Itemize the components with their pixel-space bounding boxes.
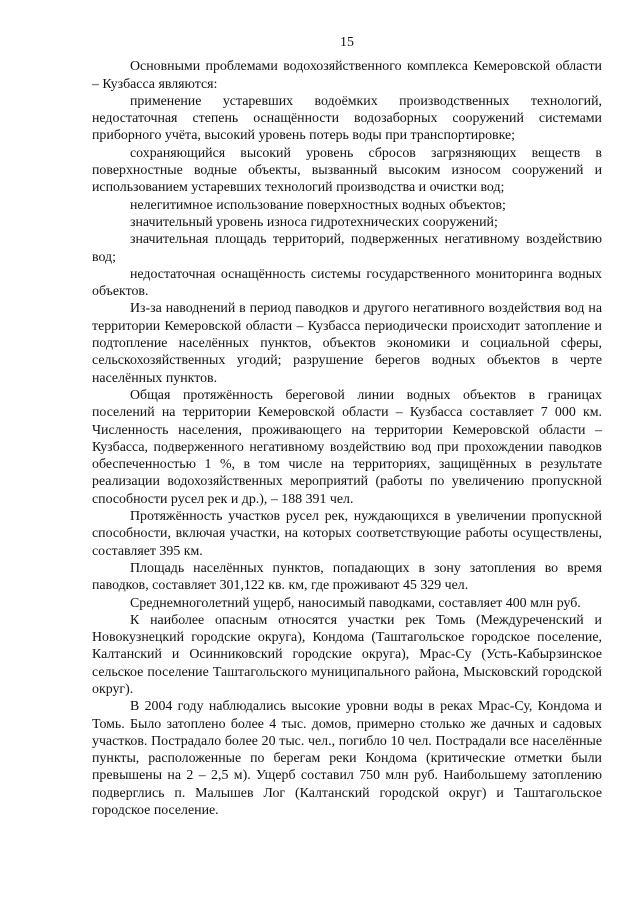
- paragraph-problem-wear: значительный уровень износа гидротехнических сооружений;: [130, 214, 498, 230]
- paragraph-problem-monitoring: недостаточная оснащённость системы государственного мониторинга водных объектов.: [92, 266, 602, 300]
- page-number: 15: [340, 35, 354, 50]
- paragraph-problem-territories: значительная площадь территорий, подверженных негативному воздействию вод;: [92, 232, 602, 265]
- paragraph-floods: Из-за наводнений в период паводков и другого негативного воздействия вод на территории Кемеровской области – Кузбасса периодически происходит затопление и подтопление населённых пунктов, объектов экономики и социальной сферы, сельскохозяйственных угодий; разрушение берегов водных объектов в черте населённых пунктов.: [92, 301, 602, 386]
- paragraph-river-sections: Протяжённость участков русел рек, нуждающихся в увеличении пропускной способности, включая участки, на которых соответствующие работы осуществлены, составляет 395 км.: [92, 509, 602, 559]
- paragraph-intro: Основными проблемами водохозяйственного комплекса Кемеровской области – Кузбасса являются:: [92, 59, 602, 92]
- paragraph-flood-area: Площадь населённых пунктов, попадающих в зону затопления во время паводков, составляет 301,122 кв. км, где проживают 45 329 чел.: [92, 560, 602, 594]
- paragraph-dangerous-sections: К наиболее опасным относятся участки рек Томь (Междуреченский и Новокузнецкий городские округа), Кондома (Таштагольское городское поселение, Калтанский и Осинниковский городские округа), Мрас-Су (Усть-Кабырзинское сельское поселение Таштагольского муниципального района, Мысковский городской округ).: [92, 612, 602, 697]
- paragraph-2004-flood: В 2004 году наблюдались высокие уровни воды в реках Мрас-Су, Кондома и Томь. Было затоплено более 4 тыс. домов, примерно столько же дачных и садовых участков. Пострадало более 20 тыс. чел., погибло 10 чел. Пострадали все населённые пункты, расположенные по берегам реки Кондома (критические отметки были превышены на 2 – 2,5 м). Ущерб составил 750 млн руб. Наибольшему затоплению подверглись п. Малышев Лог (Калтанский городской округ) и Таштагольское городское поселение.: [92, 699, 602, 819]
- document-page: [92, 34, 602, 819]
- paragraph-damage: Среднемноголетний ущерб, наносимый паводками, составляет 400 млн руб.: [130, 595, 581, 611]
- paragraph-shoreline: Общая протяжённость береговой линии водных объектов в границах поселений на территории Кемеровской области – Кузбасса составляет 7 000 км. Численность населения, проживающего на территории Кемеровской области – Кузбасса, подверженного негативному воздействию вод при прохождении паводков обеспеченностью 1 %, в том числе на территориях, защищённых в результате реализации водохозяйственных мероприятий (работы по увеличению пропускной способности русел рек и др.), – 188 391 чел.: [92, 387, 602, 507]
- paragraph-problem-technologies: применение устаревших водоёмких производственных технологий, недостаточная степень оснащённости водозаборных сооружений системами приборного учёта, высокий уровень потерь воды при транспортировке;: [92, 93, 602, 144]
- paragraph-problem-illegitimate-use: нелегитимное использование поверхностных водных объектов;: [130, 197, 506, 213]
- paragraph-problem-discharges: сохраняющийся высокий уровень сбросов загрязняющих веществ в поверхностные водные объекты, вызванный высоким износом сооружений и использованием устаревших технологий производства и очистки вод;: [92, 145, 602, 196]
